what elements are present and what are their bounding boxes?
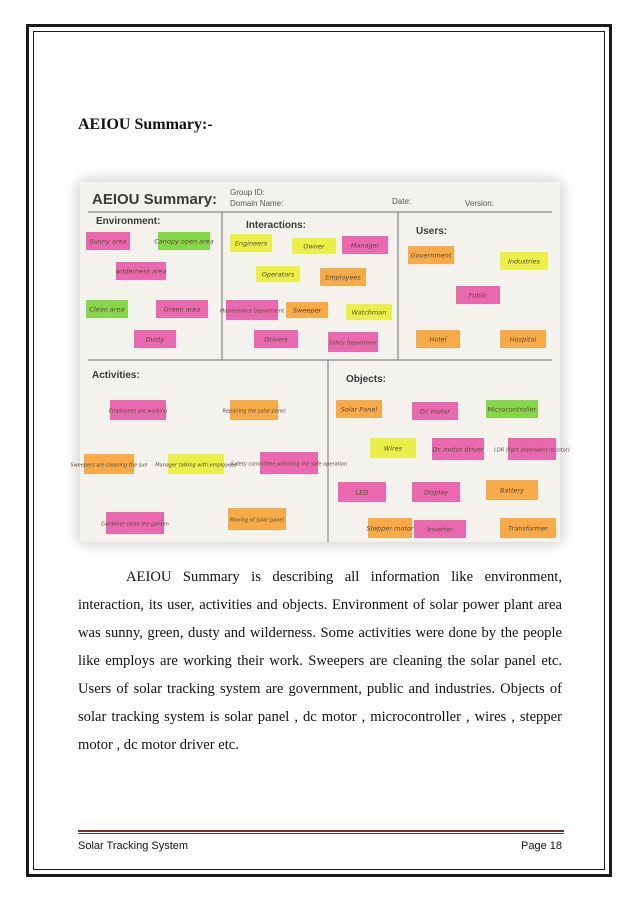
sticky-note-label: Stepper motor <box>366 524 414 533</box>
sticky-note-label: Dc motor <box>419 407 451 416</box>
sticky-note <box>500 252 548 270</box>
footer-rule <box>78 830 564 832</box>
sticky-note <box>500 518 556 538</box>
sticky-note <box>154 232 214 250</box>
sticky-note-label: Manager talking with employees <box>155 462 237 469</box>
sticky-note <box>336 400 382 418</box>
sticky-note-label: Government <box>410 251 452 260</box>
sticky-note <box>134 330 176 348</box>
sticky-note <box>156 300 208 318</box>
sticky-note <box>366 518 414 538</box>
sticky-note-label: Engineers <box>234 239 268 248</box>
sticky-note <box>286 302 328 318</box>
sticky-note <box>256 266 300 282</box>
section-activities: Activities: <box>92 370 140 381</box>
sticky-note-label: Drivers <box>264 335 288 344</box>
sticky-note-label: Transformer <box>508 524 548 533</box>
sticky-note <box>370 438 416 458</box>
sticky-note <box>338 482 386 502</box>
sticky-note <box>416 330 460 348</box>
footer-rule-thin <box>78 833 564 834</box>
sticky-note-label: Employees <box>325 273 361 282</box>
sticky-note-label: Display <box>424 488 448 497</box>
sticky-note <box>254 330 298 348</box>
sticky-note-label: Safety Department <box>329 340 377 347</box>
sticky-note <box>412 482 460 502</box>
sticky-note <box>86 232 130 250</box>
sticky-note-label: Employees are working <box>108 408 168 415</box>
sticky-note <box>412 402 458 420</box>
sticky-note-label: Green area <box>163 305 201 314</box>
sticky-note-label: Sweepers are cleaning the sun <box>70 462 148 469</box>
section-interactions: Interactions: <box>246 220 307 231</box>
sticky-note-label: Moving of solar panel <box>230 517 284 524</box>
sticky-note <box>320 268 366 286</box>
sticky-note <box>228 508 286 530</box>
section-objects: Objects: <box>346 374 387 385</box>
body-paragraph-text: AEIOU Summary is describing all information like environment, interaction, its user, activities and objects. Environment of solar power plant area was sunny, green, dusty and wilderness. Some activities were done by the people like employs are working their work. Sweepers are cleaning the solar panel etc. Users of solar tracking system are government, public and industries. Objects of solar tracking system is solar panel , dc motor , microcontroller , wires , stepper motor , dc motor driver etc. <box>78 569 562 753</box>
sticky-note-label: Sunny area <box>89 237 127 246</box>
sticky-note-label: Hospital <box>509 335 537 344</box>
sticky-note-label: Inverter <box>427 525 453 534</box>
sticky-note-label: Maintenance Department <box>219 308 285 315</box>
board-group-id: Group ID: <box>230 188 265 197</box>
sticky-note-label: Safety committee watching the safe operation <box>230 461 348 468</box>
sticky-note-label: Watchman <box>351 308 387 317</box>
sticky-note <box>230 234 272 252</box>
sticky-note <box>223 400 287 420</box>
aeiou-board-image <box>70 182 570 542</box>
sticky-note <box>456 286 500 304</box>
sticky-note-label: Manager <box>350 241 380 250</box>
sticky-note-label: Owner <box>303 242 325 251</box>
sticky-note-label: Dc motor driver <box>432 445 484 454</box>
sticky-note-label: Public <box>468 291 488 300</box>
sticky-note <box>432 438 485 460</box>
sticky-note-label: LED <box>355 488 369 497</box>
board-date: Date: <box>392 197 412 206</box>
sticky-note <box>414 520 466 538</box>
sticky-note <box>220 300 285 320</box>
section-environment: Environment: <box>96 216 161 227</box>
sticky-note-label: Battery <box>499 486 525 495</box>
sticky-note <box>500 330 546 348</box>
sticky-note <box>408 246 454 264</box>
sticky-note-label: Hotel <box>429 335 447 344</box>
board-title: AEIOU Summary: <box>92 191 218 208</box>
sticky-note <box>342 236 388 254</box>
sticky-note <box>328 332 378 352</box>
board-domain-name: Domain Name: <box>230 199 284 208</box>
sticky-note <box>486 480 538 500</box>
aeiou-board-photo <box>70 182 570 542</box>
sticky-note <box>115 262 166 280</box>
sticky-note <box>101 512 169 534</box>
sticky-note <box>486 400 538 418</box>
sticky-note-label: Repairing the solar panel <box>222 408 286 415</box>
footer-page-number: Page 18 <box>521 840 562 852</box>
sticky-note-label: Operators <box>261 270 295 279</box>
sticky-note <box>346 304 392 320</box>
sticky-note <box>86 300 128 318</box>
footer-document-title: Solar Tracking System <box>78 840 189 852</box>
sticky-note-label: Dusty <box>145 335 165 344</box>
board-version: Version: <box>465 199 494 208</box>
sticky-note <box>292 238 336 254</box>
sticky-note-label: Sweeper <box>292 306 322 315</box>
sticky-note-label: Gardener clean the garden <box>101 521 169 528</box>
sticky-note-label: Clean area <box>89 305 125 314</box>
section-users: Users: <box>416 226 448 237</box>
body-paragraph <box>78 563 562 759</box>
sticky-note-label: Solar Panel <box>340 405 378 414</box>
sticky-note-label: Wires <box>383 444 403 453</box>
section-heading: AEIOU Summary:- <box>78 116 213 133</box>
sticky-note-label: Microcontroller <box>487 405 537 414</box>
sticky-note-label: Industries <box>507 257 541 266</box>
sticky-note-label: Canopy open area <box>154 237 214 246</box>
sticky-note <box>109 400 168 420</box>
sticky-note-label: wilderness area <box>115 267 167 276</box>
sticky-note-label: LDR (light dependent resistor) <box>494 447 570 454</box>
